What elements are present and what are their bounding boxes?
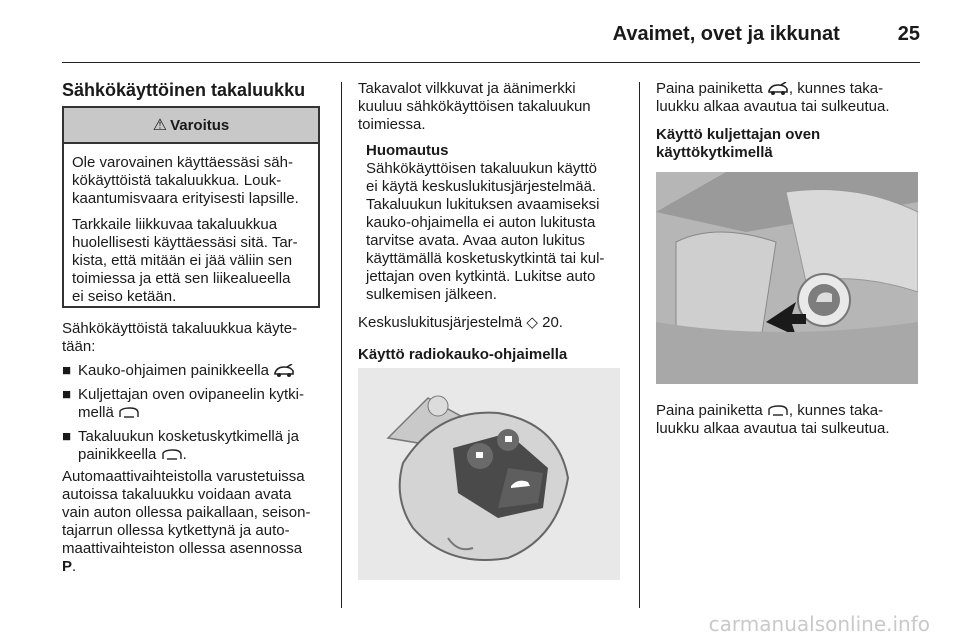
tailgate-open-icon bbox=[118, 406, 140, 420]
page-number: 25 bbox=[897, 22, 920, 45]
page-title: Avaimet, ovet ja ikkunat bbox=[612, 22, 840, 45]
column-divider-1 bbox=[341, 82, 342, 608]
warning-title: Varoitus bbox=[170, 116, 230, 134]
section-title: Sähkökäyttöinen takaluukku bbox=[62, 80, 306, 100]
page-header bbox=[0, 14, 920, 54]
header-rule bbox=[62, 62, 920, 63]
cross-reference[interactable]: Keskuslukitusjärjestelmä ◇ 20. bbox=[358, 314, 563, 331]
column-divider-2 bbox=[639, 82, 640, 608]
list-item: ■ Takaluukun kosketuskytkimellä ja painikkeella . bbox=[62, 428, 299, 463]
warning-header bbox=[64, 108, 318, 144]
car-tailgate-icon bbox=[273, 364, 295, 378]
car-tailgate-icon bbox=[767, 82, 789, 96]
reference-arrow-icon: ◇ bbox=[526, 314, 538, 331]
tailgate-open-icon bbox=[767, 404, 789, 418]
warning-triangle-icon: ⚠ bbox=[152, 117, 168, 134]
warning-paragraph-2: Tarkkaile liikkuvaa takaluukkua huolellisesti käyttäessäsi sitä. Tar- kista, että mitään ei jää väliin sen toimiessa ja että sen liikealueella ei seiso ketään. bbox=[72, 216, 298, 305]
watermark: carmanualsonline.info bbox=[708, 612, 930, 636]
subhead-driver-switch: Käyttö kuljettajan oven käyttökytkimellä bbox=[656, 126, 821, 161]
lights-paragraph: Takavalot vilkkuvat ja äänimerkki kuuluu sähkökäyttöisen takaluukun toimiessa. bbox=[358, 80, 591, 133]
note-text: Sähkökäyttöisen takaluukun käyttö ei käytä keskuslukitusjärjestelmää. Takaluukun lukituksen avaamiseksi kauko-ohjaimella ei auton lukitusta tarvitse avata. Avaa auton lukitus käyttämällä kosketuskytkintä tai kul- jettajan oven kytkintä. Lukitse auto sulkemisen jälkeen. bbox=[366, 160, 605, 303]
warning-box bbox=[62, 106, 320, 308]
remote-instruction: Paina painiketta , kunnes taka- luukku alkaa avautua tai sulkeutua. bbox=[656, 80, 890, 115]
column-3-text-bottom bbox=[656, 402, 926, 438]
list-item: ■ Kauko-ohjaimen painikkeella bbox=[62, 362, 332, 380]
column-2-text bbox=[358, 80, 630, 364]
list-item: ■ Kuljettajan oven ovipaneelin kytki- mellä bbox=[62, 386, 304, 421]
tailgate-open-icon bbox=[161, 448, 183, 462]
warning-paragraph-1: Ole varovainen käyttäessäsi säh- kökäyttöistä takaluukkua. Louk- kaantumisvaara erityisesti lapsille. bbox=[72, 154, 299, 207]
automatic-transmission-paragraph: Automaattivaihteistolla varustetuissa autoissa takaluukku voidaan avata vain auton ollessa paikallaan, seison- tajarrun ollessa kytkettynä ja auto- maattivaihteiston ollessa asennossa P. bbox=[62, 468, 311, 575]
note-box bbox=[366, 142, 630, 304]
driver-switch-instruction: Paina painiketta , kunnes taka- luukku alkaa avautua tai sulkeutua. bbox=[656, 402, 890, 437]
intro-paragraph: Sähkökäyttöistä takaluukkua käyte- tään: bbox=[62, 320, 298, 355]
column-1-text bbox=[62, 320, 332, 576]
door-switch-illustration bbox=[656, 172, 918, 384]
gear-position: P bbox=[62, 558, 73, 575]
column-3-text bbox=[656, 80, 926, 162]
remote-key-illustration bbox=[358, 368, 620, 580]
subhead-remote: Käyttö radiokauko-ohjaimella bbox=[358, 346, 568, 363]
note-title: Huomautus bbox=[366, 142, 449, 159]
